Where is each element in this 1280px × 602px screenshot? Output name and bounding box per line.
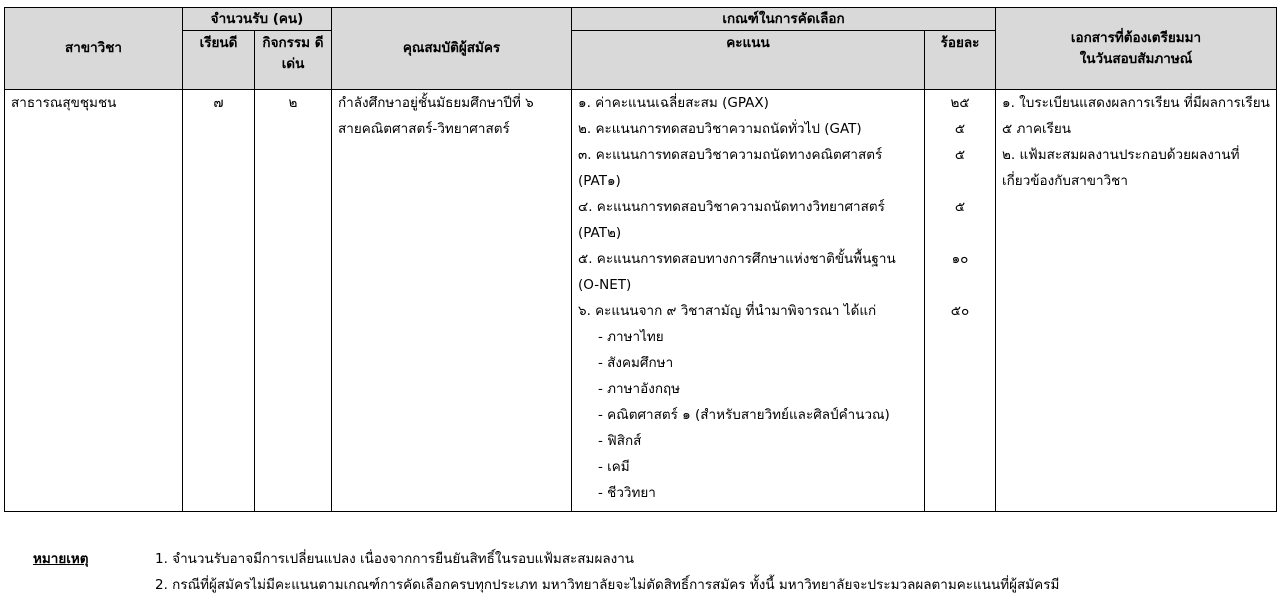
cell-qualifications [332,90,572,512]
percent-value: ๒๕ [950,95,970,111]
criterion-item: ๒. คะแนนการทดสอบวิชาความถนัดทั่วไป (GAT) [578,121,862,137]
cell-criteria [572,90,925,512]
qualification-line1: กำลังศึกษาอยู่ชั้นมัธยมศึกษาปีที่ ๖ [338,95,534,111]
criterion-item-cont: (O-NET) [578,277,632,293]
header-criteria: เกณฑ์ในการคัดเลือก [572,8,996,31]
header-row-1 [5,8,1277,31]
document-item: ๑. ใบระเบียนแสดงผลการเรียน ที่มีผลการเรียน ๕ ภาคเรียน [1002,95,1270,137]
percent-value: ๕ [954,147,966,163]
document-item: ๒. แฟ้มสะสมผลงานประกอบด้วยผลงานที่เกี่ยวข้องกับสาขาวิชา [1002,147,1240,189]
percent-value: ๕ [954,199,966,215]
percent-spacer [931,220,989,246]
percent-spacer [931,272,989,298]
subject-item: - เคมี [598,459,630,475]
table-row [5,90,1277,512]
note-item: 1. จำนวนรับอาจมีการเปลี่ยนแปลง เนื่องจากการยืนยันสิทธิ์ในรอบแฟ้มสะสมผลงาน [155,551,635,567]
subject-item: - ฟิสิกส์ [598,433,642,449]
header-qualifications: คุณสมบัติผู้สมัคร [332,8,572,90]
subject-item: - ภาษาไทย [598,329,664,345]
notes-label: หมายเหตุ [33,551,89,567]
admission-table-sheet [4,7,1276,512]
note-item: 2. กรณีที่ผู้สมัครไม่มีคะแนนตามเกณฑ์การคัดเลือกครบทุกประเภท มหาวิทยาลัยจะไม่ตัดสิทธิ์การสมัคร ทั้งนี้ มหาวิทยาลัยจะประมวลผลตามคะแนนที่ผู้สมัครมี [155,577,1060,593]
criterion-item: ๕. คะแนนการทดสอบทางการศึกษาแห่งชาติขั้นพื้นฐาน [578,251,896,267]
cell-documents [996,90,1277,512]
header-documents [996,8,1277,90]
cell-quota-activity: ๒ [255,90,332,512]
percent-spacer [931,168,989,194]
header-quota-activity: กิจกรรม ดีเด่น [255,31,332,90]
notes-list [155,546,1059,598]
cell-major: สาธารณสุขชุมชน [5,90,183,512]
subject-item: - คณิตศาสตร์ ๑ (สำหรับสายวิทย์และศิลป์คำนวณ) [598,407,890,423]
criterion-item-cont: (PAT๑) [578,173,621,189]
subject-item: - ภาษาอังกฤษ [598,381,681,397]
header-documents-line1: เอกสารที่ต้องเตรียมมา [1070,29,1202,46]
subject-item: - สังคมศึกษา [598,355,674,371]
criterion-item: ๔. คะแนนการทดสอบวิชาความถนัดทางวิทยาศาสตร์ [578,199,885,215]
qualification-line2: สายคณิตศาสตร์-วิทยาศาสตร์ [338,121,510,137]
header-quota-regular: เรียนดี [183,31,255,90]
header-documents-line2: ในวันสอบสัมภาษณ์ [1079,50,1193,67]
header-score: คะแนน [572,31,925,90]
percent-value: ๕ [954,121,966,137]
cell-quota-regular: ๗ [183,90,255,512]
criterion-item: ๑. ค่าคะแนนเฉลี่ยสะสม (GPAX) [578,95,769,111]
header-quota: จำนวนรับ (คน) [183,8,332,31]
header-percent: ร้อยละ [925,31,996,90]
cell-percent [925,90,996,512]
criterion-item: ๓. คะแนนการทดสอบวิชาความถนัดทางคณิตศาสตร์ [578,147,883,163]
criterion-item: ๖. คะแนนจาก ๙ วิชาสามัญ ที่นำมาพิจารณา ได้แก่ [578,303,877,319]
criterion-item-cont: (PAT๒) [578,225,622,241]
admission-table [4,7,1277,512]
percent-value: ๕๐ [950,303,970,319]
header-major: สาขาวิชา [5,8,183,90]
subject-item: - ชีววิทยา [598,485,656,501]
percent-value: ๑๐ [951,251,969,267]
